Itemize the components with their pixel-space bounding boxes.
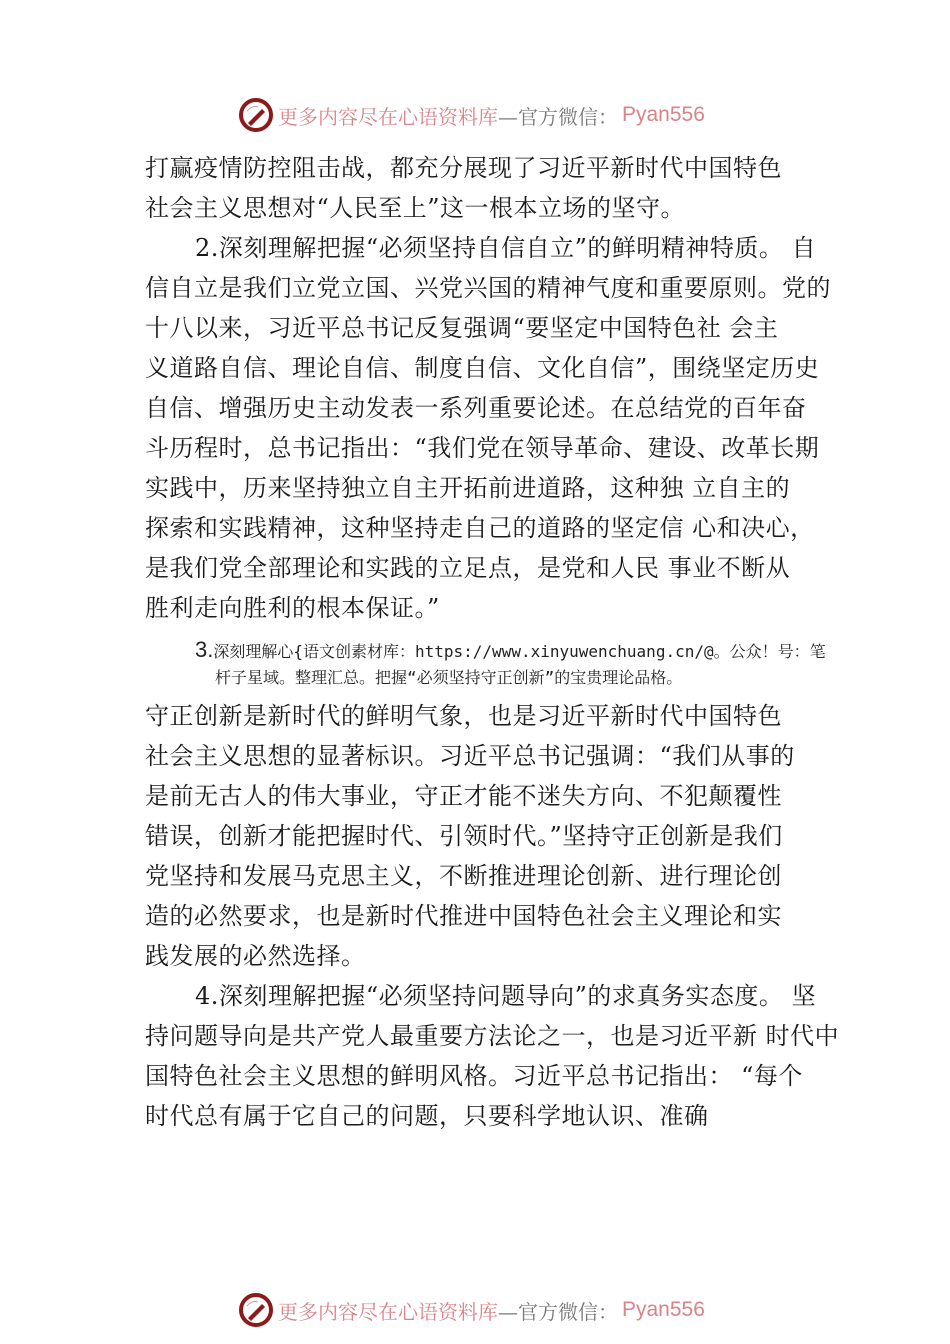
paragraph-line: 是前无古人的伟大事业，守正才能不迷失方向、不犯颠覆性 (145, 782, 782, 810)
paragraph-line: 探索和实践精神，这种坚持走自己的道路的坚定信 心和决心， (145, 514, 815, 542)
paragraph-line: 胜利走向胜利的根本保证。” (145, 594, 440, 622)
paragraph-line: 自信、增强历史主动发表一系列重要论述。在总结党的百年奋 (145, 394, 807, 422)
section-heading-4: 4.深刻理解把握“必须坚持问题导向”的求真务实态度。 坚 (195, 982, 817, 1010)
header-banner (238, 95, 705, 135)
paragraph-line: 持问题导向是共产党人最重要方法论之一，也是习近平新 时代中 (145, 1022, 840, 1050)
footer-banner (238, 1290, 705, 1330)
paragraph-line: 打赢疫情防控阻击战，都充分展现了习近平新时代中国特色 (145, 154, 782, 182)
banner-wechat-id: Pyan556 (622, 1298, 705, 1321)
banner-slogan: 更多内容尽在心语资料库 (278, 1299, 498, 1324)
paragraph-line: 斗历程时，总书记指出：“我们党在领导革命、建设、改革长期 (145, 434, 820, 462)
paragraph-line: 十八以来，习近平总书记反复强调“要坚定中国特色社 会主 (145, 314, 779, 342)
pen-logo-icon (238, 1292, 274, 1328)
paragraph-line: 造的必然要求，也是新时代推进中国特色社会主义理论和实 (145, 902, 782, 930)
banner-slogan: 更多内容尽在心语资料库 (278, 104, 498, 129)
paragraph-line: 时代总有属于它自己的问题，只要科学地认识、准确 (145, 1102, 709, 1130)
note-line: 深刻理解心{语文创素材库：https://www.xinyuwenchuang.cn/@。公众！号：笔 (213, 642, 826, 661)
banner-wechat-label: —官方微信： (498, 1299, 618, 1324)
pen-logo-icon (238, 97, 274, 133)
paragraph-line: 党坚持和发展马克思主义，不断推进理论创新、进行理论创 (145, 862, 782, 890)
document-body (145, 148, 840, 1136)
paragraph-line: 社会主义思想对“人民至上”这一根本立场的坚守。 (145, 194, 686, 222)
paragraph-line: 社会主义思想的显著标识。习近平总书记强调：“我们从事的 (145, 742, 795, 770)
paragraph-line: 实践中，历来坚持独立自主开拓前进道路，这种独 立自主的 (145, 474, 791, 502)
section-number: 3. (195, 637, 214, 662)
section-heading-2: 2.深刻理解把握“必须坚持自信自立”的鲜明精神特质。 自 (195, 234, 817, 262)
paragraph-line: 国特色社会主义思想的鲜明风格。习近平总书记指出： “每个 (145, 1062, 803, 1090)
section-heading-3-note (145, 636, 835, 664)
banner-wechat-label: —官方微信： (498, 104, 618, 129)
paragraph-line: 错误，创新才能把握时代、引领时代。”坚持守正创新是我们 (145, 822, 783, 850)
paragraph-line: 信自立是我们立党立国、兴党兴国的精神气度和重要原则。党的 (145, 274, 831, 302)
paragraph-line: 守正创新是新时代的鲜明气象，也是习近平新时代中国特色 (145, 702, 782, 730)
banner-wechat-id: Pyan556 (622, 103, 705, 126)
paragraph-line: 践发展的必然选择。 (145, 942, 366, 970)
paragraph-line: 是我们党全部理论和实践的立足点，是党和人民 事业不断从 (145, 554, 791, 582)
note-line: 杆子星域。整理汇总。把握“必须坚持守正创新”的宝贵理论品格。 (215, 668, 683, 687)
paragraph-line: 义道路自信、理论自信、制度自信、文化自信”，围绕坚定历史 (145, 354, 820, 382)
